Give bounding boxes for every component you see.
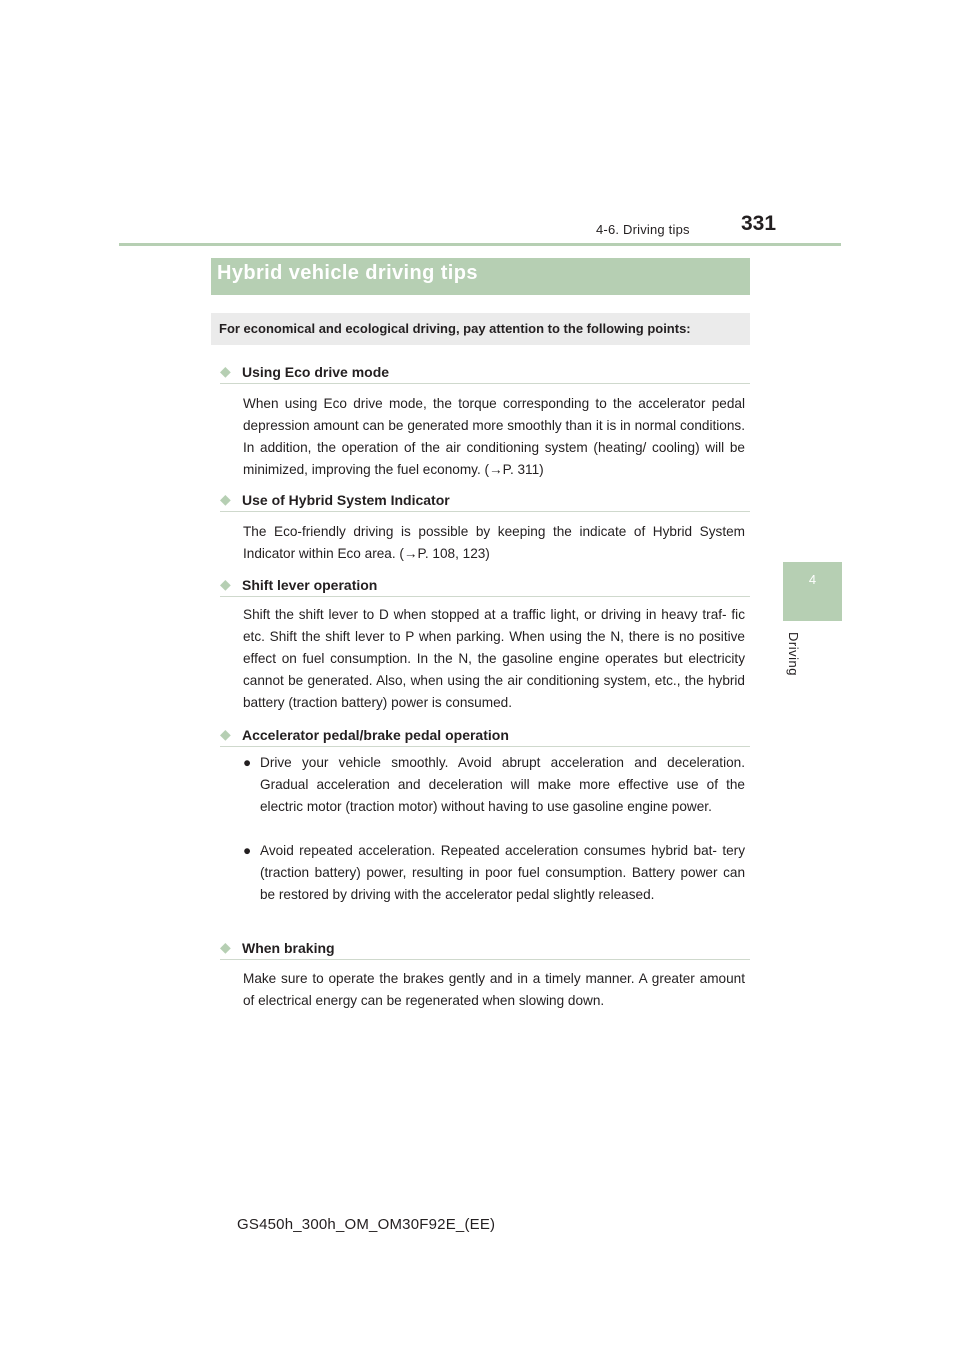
list-item-text: Avoid repeated acceleration. Repeated acceleration consumes hybrid bat- tery (traction battery) power, resulting in poor fuel consumption. Battery power can be restored by driving with the accelerator pedal slightly released.	[260, 843, 745, 902]
diamond-icon: ◆	[220, 363, 231, 379]
document-code-footer: GS450h_300h_OM_OM30F92E_(EE)	[237, 1216, 496, 1233]
section-body-hybrid-system-indicator: The Eco-friendly driving is possible by keeping the indicate of Hybrid System Indicator within Eco area. (→P. 108, 123)	[243, 524, 745, 561]
chapter-tab	[783, 562, 842, 621]
diamond-icon: ◆	[220, 576, 231, 592]
chapter-tab-label: Driving	[786, 632, 801, 676]
running-header-section: 4-6. Driving tips	[596, 222, 690, 237]
list-item-text: Drive your vehicle smoothly. Avoid abrupt acceleration and deceleration. Gradual acceleration and deceleration will make more effective use of the electric motor (traction motor) without having to use gasoline engine power.	[260, 755, 745, 814]
header-rule	[119, 243, 841, 246]
section-heading-pedal-operation	[220, 726, 750, 747]
section-heading-text: Using Eco drive mode	[242, 364, 390, 380]
section-heading-text: Use of Hybrid System Indicator	[242, 492, 450, 508]
section-heading-braking	[220, 939, 750, 960]
bullet-icon: ●	[243, 755, 252, 770]
section-body-braking: Make sure to operate the brakes gently and in a timely manner. A greater amount of electrical energy can be regenerated when slowing down.	[243, 971, 745, 1008]
section-heading-shift-lever	[220, 576, 750, 597]
section-heading-text: Shift lever operation	[242, 577, 378, 593]
section-heading-eco-drive-mode	[220, 363, 750, 384]
page-title-bar	[211, 258, 750, 295]
section-body-eco-drive-mode: When using Eco drive mode, the torque corresponding to the accelerator pedal depression amount can be generated more smoothly than it is in normal conditions. In addition, the operation of the air conditioning system (heating/ cooling) will be minimized, improving the fuel economy. (→P. 311)	[243, 396, 745, 477]
section-heading-text: When braking	[242, 940, 335, 956]
page-title: Hybrid vehicle driving tips	[217, 262, 478, 284]
diamond-icon: ◆	[220, 939, 231, 955]
diamond-icon: ◆	[220, 726, 231, 742]
list-item	[243, 840, 745, 906]
diamond-icon: ◆	[220, 491, 231, 507]
list-item	[243, 752, 745, 818]
section-heading-text: Accelerator pedal/brake pedal operation	[242, 727, 509, 743]
bullet-icon: ●	[243, 843, 252, 858]
page-number: 331	[741, 212, 777, 235]
chapter-tab-number: 4	[808, 572, 817, 587]
intro-box	[211, 313, 750, 345]
intro-text: For economical and ecological driving, pay attention to the following points:	[219, 321, 691, 336]
section-heading-hybrid-system-indicator	[220, 491, 750, 512]
section-body-shift-lever: Shift the shift lever to D when stopped at a traffic light, or driving in heavy traf- fic etc. Shift the shift lever to P when parking. When using the N, there is no positive effect on fuel consumption. In the N, the gasoline engine operates but electricity cannot be generated. Also, when using the air conditioning system, etc., the hybrid battery (traction battery) power is consumed.	[243, 607, 745, 710]
